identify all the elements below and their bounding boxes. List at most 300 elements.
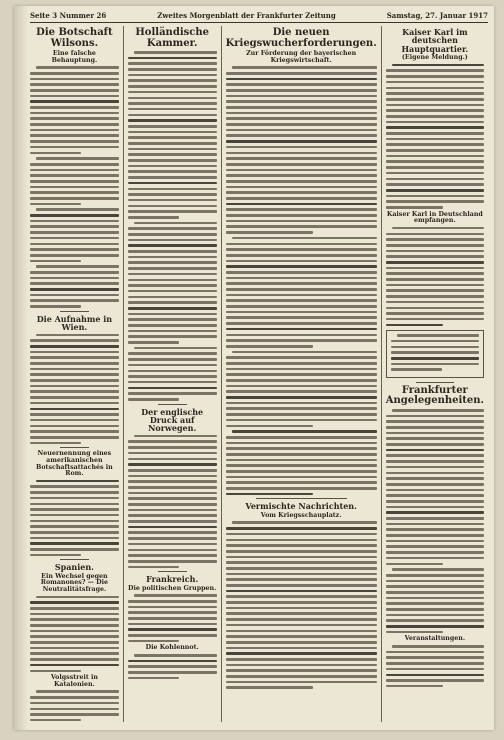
text-line	[386, 483, 484, 486]
text-line	[226, 345, 314, 348]
article-paragraph	[226, 430, 377, 495]
text-line	[392, 409, 484, 412]
text-line	[128, 531, 217, 534]
text-line	[386, 591, 484, 594]
text-line	[128, 165, 217, 168]
text-line	[226, 305, 377, 308]
text-line	[386, 98, 484, 101]
text-line	[232, 351, 377, 354]
article-paragraph	[226, 521, 377, 689]
text-line	[226, 595, 377, 598]
text-line	[226, 379, 377, 382]
text-line	[226, 362, 377, 365]
text-line	[226, 487, 377, 490]
text-line	[128, 335, 217, 338]
text-line	[30, 408, 119, 411]
text-line	[386, 460, 484, 463]
text-line	[392, 645, 484, 648]
text-line	[226, 288, 377, 291]
article-subheading: Neuernennung eines amerikanischen Botschaftsattachés in Rom.	[36, 450, 113, 478]
text-line	[226, 214, 377, 217]
column-4	[381, 26, 488, 722]
text-line	[386, 301, 484, 304]
text-line	[128, 560, 217, 563]
text-line	[128, 273, 217, 276]
text-line	[386, 574, 484, 577]
text-line	[128, 205, 217, 208]
text-line	[128, 159, 217, 162]
text-line	[386, 155, 484, 158]
text-line	[226, 481, 377, 484]
text-line	[30, 89, 119, 92]
text-line	[128, 102, 217, 105]
text-line	[226, 573, 377, 576]
text-line	[391, 340, 479, 343]
text-line	[30, 419, 119, 422]
text-line	[128, 131, 217, 134]
text-line	[226, 169, 377, 172]
text-line	[30, 664, 119, 667]
text-line	[30, 696, 119, 699]
text-line	[226, 123, 377, 126]
text-line	[128, 125, 217, 128]
text-line	[226, 260, 377, 263]
text-line	[386, 466, 484, 469]
text-line	[386, 233, 484, 236]
text-line	[232, 66, 377, 69]
text-line	[30, 385, 119, 388]
article-paragraph	[30, 334, 119, 445]
text-line	[36, 66, 119, 69]
text-line	[30, 95, 119, 98]
text-line	[226, 539, 377, 542]
text-line	[134, 51, 217, 54]
text-line	[30, 129, 119, 132]
text-line	[226, 89, 377, 92]
text-line	[386, 679, 484, 682]
text-line	[30, 537, 119, 540]
article-paragraph	[128, 594, 217, 642]
text-line	[128, 136, 217, 139]
text-line	[386, 477, 484, 480]
article-subheading: Die politischen Gruppen.	[128, 584, 217, 592]
text-line	[30, 613, 119, 616]
text-line	[226, 78, 377, 81]
text-line	[30, 203, 81, 206]
text-line	[30, 146, 119, 149]
text-line	[386, 656, 484, 659]
text-line	[128, 375, 217, 378]
text-line	[226, 311, 377, 314]
text-line	[386, 443, 484, 446]
text-line	[30, 140, 119, 143]
text-line	[30, 607, 119, 610]
article-paragraph	[128, 347, 217, 401]
text-line	[128, 62, 217, 65]
text-line	[128, 91, 217, 94]
text-line	[232, 521, 377, 524]
text-line	[386, 551, 484, 554]
section-divider	[256, 498, 347, 499]
text-line	[128, 486, 217, 489]
text-line	[30, 554, 81, 557]
text-line	[30, 117, 119, 120]
text-line	[30, 271, 119, 274]
text-line	[128, 370, 217, 373]
text-line	[128, 330, 217, 333]
text-line	[226, 225, 377, 228]
article-subheading: Eine falsche Behauptung.	[51, 50, 98, 64]
text-line	[128, 68, 217, 71]
text-line	[30, 225, 119, 228]
article-paragraph	[226, 66, 377, 234]
text-line	[386, 545, 484, 548]
text-line	[226, 390, 377, 393]
text-line	[386, 631, 443, 634]
article-subheading: Die Kohlennot.	[145, 644, 199, 652]
text-line	[128, 142, 217, 145]
text-line	[30, 713, 119, 716]
text-line	[386, 517, 484, 520]
page-number: Seite 3 Nummer 26	[30, 10, 107, 20]
text-line	[226, 117, 377, 120]
text-line	[391, 357, 479, 360]
text-line	[30, 197, 119, 200]
text-line	[386, 324, 443, 327]
text-line	[128, 514, 217, 517]
text-line	[232, 237, 377, 240]
text-line	[30, 78, 119, 81]
text-line	[30, 630, 119, 633]
text-line	[128, 324, 217, 327]
text-line	[386, 534, 484, 537]
text-line	[226, 385, 377, 388]
text-line	[128, 318, 217, 321]
text-line	[386, 115, 484, 118]
text-line	[30, 514, 119, 517]
text-line	[30, 106, 119, 109]
section-divider	[60, 311, 89, 312]
text-line	[30, 624, 119, 627]
text-line	[128, 114, 217, 117]
text-line	[386, 195, 484, 198]
text-line	[226, 630, 377, 633]
text-line	[30, 305, 81, 308]
text-line	[226, 112, 377, 115]
text-line	[386, 494, 484, 497]
article-subheading: Kaiser Karl in Deutschland empfangen.	[386, 210, 483, 225]
text-line	[226, 254, 377, 257]
text-line	[128, 623, 217, 626]
text-line	[36, 596, 119, 599]
text-line	[226, 334, 377, 337]
text-line	[30, 351, 119, 354]
text-line	[226, 664, 377, 667]
text-line	[386, 160, 484, 163]
text-line	[392, 568, 484, 571]
text-line	[30, 430, 119, 433]
text-line	[386, 267, 484, 270]
text-line	[226, 220, 377, 223]
text-line	[386, 289, 484, 292]
text-line	[128, 526, 217, 529]
text-line	[128, 233, 217, 236]
text-line	[226, 647, 377, 650]
text-line	[386, 585, 484, 588]
text-line	[128, 497, 217, 500]
text-line	[386, 244, 484, 247]
text-line	[128, 503, 217, 506]
text-line	[30, 100, 119, 103]
text-line	[226, 567, 377, 570]
text-line	[30, 618, 119, 621]
text-line	[128, 617, 217, 620]
text-line	[30, 491, 119, 494]
text-line	[30, 112, 119, 115]
text-line	[30, 254, 119, 257]
text-line	[226, 100, 377, 103]
text-line	[226, 413, 377, 416]
text-line	[226, 675, 377, 678]
text-line	[128, 520, 217, 523]
text-line	[30, 169, 119, 172]
text-line	[386, 608, 484, 611]
text-line	[128, 566, 179, 569]
text-line	[128, 153, 217, 156]
section-divider	[158, 571, 187, 572]
text-line	[30, 282, 119, 285]
article-paragraph	[386, 64, 484, 209]
text-line	[226, 612, 377, 615]
text-line	[386, 454, 484, 457]
text-line	[386, 625, 484, 628]
text-line	[386, 126, 484, 129]
text-line	[30, 658, 119, 661]
text-line	[226, 544, 377, 547]
article-paragraph	[386, 409, 484, 565]
text-line	[386, 121, 484, 124]
article-paragraph	[30, 157, 119, 205]
text-line	[392, 64, 484, 67]
text-line	[226, 140, 377, 143]
text-line	[128, 549, 217, 552]
text-line	[226, 368, 377, 371]
text-line	[226, 459, 377, 462]
text-line	[128, 284, 217, 287]
article-paragraph	[30, 66, 119, 154]
text-line	[128, 381, 217, 384]
text-line	[386, 295, 484, 298]
text-line	[30, 248, 119, 251]
text-line	[128, 290, 217, 293]
text-line	[226, 396, 377, 399]
text-line	[226, 464, 377, 467]
text-line	[386, 278, 484, 281]
text-line	[30, 362, 119, 365]
text-line	[30, 508, 119, 511]
text-line	[226, 447, 377, 450]
text-line	[386, 426, 484, 429]
text-line	[128, 634, 217, 637]
text-line	[30, 152, 81, 155]
text-line	[226, 550, 377, 553]
text-line	[128, 244, 217, 247]
text-line	[386, 238, 484, 241]
text-line	[30, 531, 119, 534]
text-line	[128, 537, 217, 540]
text-line	[36, 208, 119, 211]
text-line	[226, 624, 377, 627]
text-line	[386, 206, 443, 209]
text-line	[30, 503, 119, 506]
text-line	[128, 57, 217, 60]
text-line	[128, 279, 217, 282]
text-line	[386, 307, 484, 310]
text-line	[134, 435, 217, 438]
boxed-notice	[386, 330, 484, 378]
text-line	[128, 239, 217, 242]
text-line	[226, 641, 377, 644]
text-line	[386, 138, 484, 141]
text-line	[30, 379, 119, 382]
text-line	[391, 368, 442, 371]
text-line	[128, 261, 217, 264]
text-line	[226, 356, 377, 359]
text-line	[36, 334, 119, 337]
text-line	[226, 453, 377, 456]
text-line	[226, 186, 377, 189]
article-paragraph	[226, 351, 377, 428]
text-line	[30, 670, 81, 673]
text-line	[30, 442, 81, 445]
text-line	[392, 227, 484, 230]
text-line	[128, 492, 217, 495]
text-line	[128, 446, 217, 449]
text-line	[386, 75, 484, 78]
text-line	[30, 396, 119, 399]
article-paragraph	[30, 596, 119, 673]
text-line	[226, 527, 377, 530]
article-paragraph	[128, 222, 217, 344]
text-line	[128, 665, 217, 668]
text-line	[30, 174, 119, 177]
text-line	[128, 640, 179, 643]
text-line	[226, 197, 377, 200]
article-heading: Frankreich.	[146, 574, 199, 585]
text-line	[386, 674, 484, 677]
text-line	[386, 563, 443, 566]
text-line	[226, 578, 377, 581]
text-line	[386, 284, 484, 287]
text-line	[226, 191, 377, 194]
article-paragraph	[30, 265, 119, 307]
text-line	[386, 602, 484, 605]
text-line	[386, 261, 484, 264]
text-line	[128, 170, 217, 173]
article-columns	[30, 26, 488, 722]
text-line	[128, 352, 217, 355]
text-line	[128, 119, 217, 122]
article-heading: Die Aufnahme in Wien.	[36, 313, 113, 333]
text-line	[226, 407, 377, 410]
column-2	[123, 26, 221, 722]
text-line	[386, 437, 484, 440]
text-line	[226, 72, 377, 75]
text-line	[128, 307, 217, 310]
text-line	[226, 533, 377, 536]
text-line	[386, 597, 484, 600]
text-line	[226, 243, 377, 246]
text-line	[226, 493, 314, 496]
article-heading: Die Botschaft Wilsons.	[36, 27, 113, 49]
article-subheading: Zur Förderung der bayerischen Kriegswirtschaft.	[246, 50, 357, 64]
text-line	[128, 188, 217, 191]
text-line	[128, 227, 217, 230]
text-line	[128, 458, 217, 461]
text-line	[128, 440, 217, 443]
text-line	[226, 436, 377, 439]
text-line	[226, 282, 377, 285]
article-paragraph	[128, 654, 217, 679]
article-heading: Die neuen Kriegswucherforderungen.	[225, 27, 377, 49]
section-divider	[60, 447, 89, 448]
text-line	[30, 641, 119, 644]
newspaper-page	[14, 6, 494, 730]
article-paragraph	[386, 568, 484, 633]
text-line	[226, 208, 377, 211]
text-line	[128, 301, 217, 304]
text-line	[386, 200, 484, 203]
text-line	[386, 415, 484, 418]
text-line	[226, 83, 377, 86]
text-line	[36, 157, 119, 160]
text-line	[30, 635, 119, 638]
text-line	[128, 392, 217, 395]
text-line	[226, 339, 377, 342]
text-line	[128, 554, 217, 557]
text-line	[128, 267, 217, 270]
text-line	[30, 708, 119, 711]
text-line	[36, 690, 119, 693]
article-paragraph	[226, 237, 377, 348]
text-line	[391, 363, 479, 366]
text-line	[30, 542, 119, 545]
text-line	[386, 472, 484, 475]
article-subheading: Veranstaltungen.	[404, 635, 466, 643]
text-line	[36, 480, 119, 483]
text-line	[397, 334, 479, 337]
text-line	[386, 619, 484, 622]
text-line	[30, 123, 119, 126]
text-line	[30, 83, 119, 86]
text-line	[30, 525, 119, 528]
text-line	[226, 265, 377, 268]
text-line	[30, 601, 119, 604]
text-line	[386, 651, 484, 654]
text-line	[226, 590, 377, 593]
text-line	[30, 231, 119, 234]
text-line	[30, 220, 119, 223]
text-line	[128, 296, 217, 299]
page-gutter-shadow	[14, 6, 28, 730]
text-line	[386, 511, 484, 514]
text-line	[30, 647, 119, 650]
masthead: Zweites Morgenblatt der Frankfurter Zeitung	[157, 10, 336, 20]
text-line	[128, 677, 179, 680]
text-line	[226, 203, 377, 206]
text-line	[30, 702, 119, 705]
text-line	[386, 523, 484, 526]
